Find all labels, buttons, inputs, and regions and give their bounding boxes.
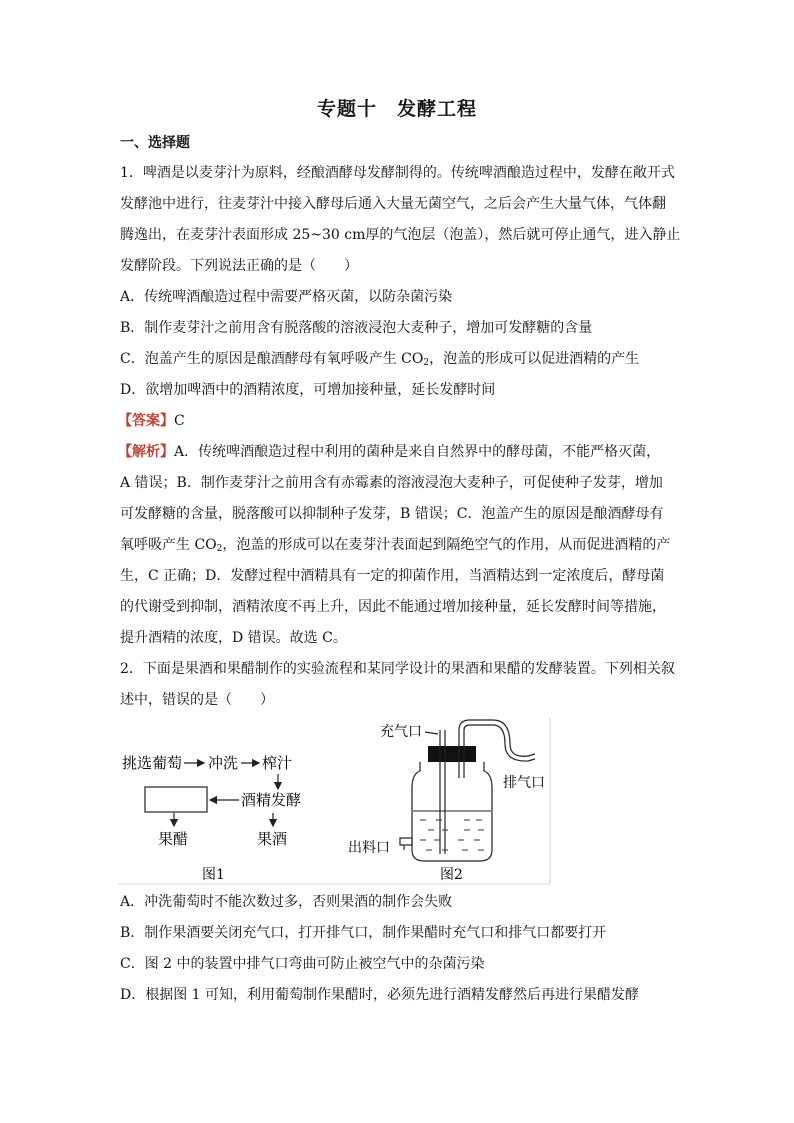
- q1-stem-line-3: 腾逸出，在麦芽汁表面形成 25~30 cm厚的气泡层（泡盖），然后就可停止通气，进入静止: [120, 227, 681, 243]
- figure-2-apparatus: [348, 720, 545, 883]
- outlet-spout: [400, 838, 412, 845]
- analysis-text-4: 氧呼吸产生 CO: [120, 537, 217, 553]
- q1-analysis-line-1: [118, 443, 688, 461]
- q1-option-d: D．欲增加啤酒中的酒精浓度，可增加接种量，延长发酵时间: [120, 382, 496, 398]
- q1-analysis-line-5: 生，C 正确；D．发酵过程中酒精具有一定的抑菌作用，当酒精达到一定浓度后，酵母菌: [120, 568, 665, 584]
- q1-analysis-line-6: 的代谢受到抑制，酒精浓度不再上升，因此不能通过增加接种量，延长发酵时间等措施，: [120, 599, 666, 615]
- flow-step-select-grapes: 挑选葡萄: [122, 754, 183, 772]
- q1-option-b: B．制作麦芽汁之前用含有脱落酸的溶液浸泡大麦种子，增加可发酵糖的含量: [120, 320, 593, 336]
- q1-analysis-line-2: A 错误；B．制作麦芽汁之前用含有赤霉素的溶液浸泡大麦种子，可促使种子发芽，增加: [120, 475, 663, 491]
- liquid-dashes: [420, 820, 484, 850]
- flow-output-wine: 果酒: [257, 830, 288, 848]
- outlet-label: 出料口: [348, 840, 390, 856]
- q1-analysis-line-3: 可发酵糖的含量，脱落酸可以抑制种子发芽，B 错误；C．泡盖产生的原因是酿酒酵母有: [120, 506, 664, 522]
- q2-option-b: B．制作果酒要关闭充气口，打开排气口，制作果醋时充气口和排气口都要打开: [120, 925, 607, 941]
- flow-step-press: 榨汁: [262, 754, 293, 772]
- q1-stem-line-1: 1．啤酒是以麦芽汁为原料，经酿酒酵母发酵制得的。传统啤酒酿造过程中，发酵在敞开式: [120, 165, 675, 181]
- q1-analysis-line-4: [120, 536, 690, 558]
- page-title: 专题十 发酵工程: [316, 98, 477, 120]
- q1-stem-line-4: 发酵阶段。下列说法正确的是（ ）: [120, 258, 358, 274]
- inlet-label: 充气口: [380, 724, 422, 740]
- analysis-tag: 【解析】: [118, 444, 174, 460]
- q2-stem-line-2: 述中，错误的是（ ）: [120, 692, 274, 708]
- q1-option-c-tail: ，泡盖的形成可以促进酒精的产生: [429, 351, 640, 367]
- q2-option-d: D．根据图 1 可知，利用葡萄制作果醋时，必须先进行酒精发酵然后再进行果醋发酵: [120, 987, 640, 1003]
- inlet-pointer: [425, 732, 438, 734]
- q1-analysis-line-7: 提升酒精的浓度，D 错误。故选 C。: [120, 630, 347, 646]
- q1-option-c-text: C．泡盖产生的原因是酿酒酵母有氧呼吸产生 CO: [120, 351, 424, 367]
- analysis-text-1: A．传统啤酒酿造过程中利用的菌种是来自自然界中的酵母菌，不能严格灭菌，: [174, 444, 661, 460]
- blank-box: [145, 787, 207, 812]
- q2-stem-line-1: 2．下面是果酒和果醋制作的实验流程和某同学设计的果酒和果醋的发酵装置。下列相关叙: [120, 661, 675, 677]
- answer-value: C: [174, 413, 185, 429]
- flow-step-wash: 冲洗: [208, 754, 239, 772]
- q1-stem-line-2: 发酵池中进行，往麦芽汁中接入酵母后通入大量无菌空气，之后会产生大量气体，气体翻: [120, 196, 666, 212]
- experiment-figure: [118, 716, 553, 886]
- answer-tag: 【答案】: [118, 413, 174, 429]
- figure-1-caption: 图1: [202, 867, 225, 883]
- figure-2-caption: 图2: [440, 867, 463, 883]
- q1-option-a: A．传统啤酒酿造过程中需要严格灭菌，以防杂菌污染: [120, 289, 453, 305]
- analysis-subscript: 2: [216, 544, 223, 554]
- q1-option-c: [120, 350, 690, 372]
- section-heading: 一、选择题: [120, 135, 190, 151]
- q1-answer: [118, 412, 688, 430]
- flow-output-vinegar: 果醋: [158, 830, 189, 848]
- analysis-text-4-tail: ，泡盖的形成可以在麦芽汁表面起到隔绝空气的作用，从而促进酒精的产: [222, 537, 671, 553]
- bottle-stopper: [428, 746, 476, 762]
- figure-1-flowchart: [122, 754, 301, 883]
- q2-option-c: C．图 2 中的装置中排气口弯曲可防止被空气中的杂菌污染: [120, 956, 485, 972]
- q2-option-a: A．冲洗葡萄时不能次数过多，否则果酒的制作会失败: [120, 894, 453, 910]
- q1-option-c-subscript: 2: [423, 358, 430, 368]
- flow-step-alcohol-fermentation: 酒精发酵: [241, 791, 302, 809]
- exhaust-label: 排气口: [503, 775, 545, 791]
